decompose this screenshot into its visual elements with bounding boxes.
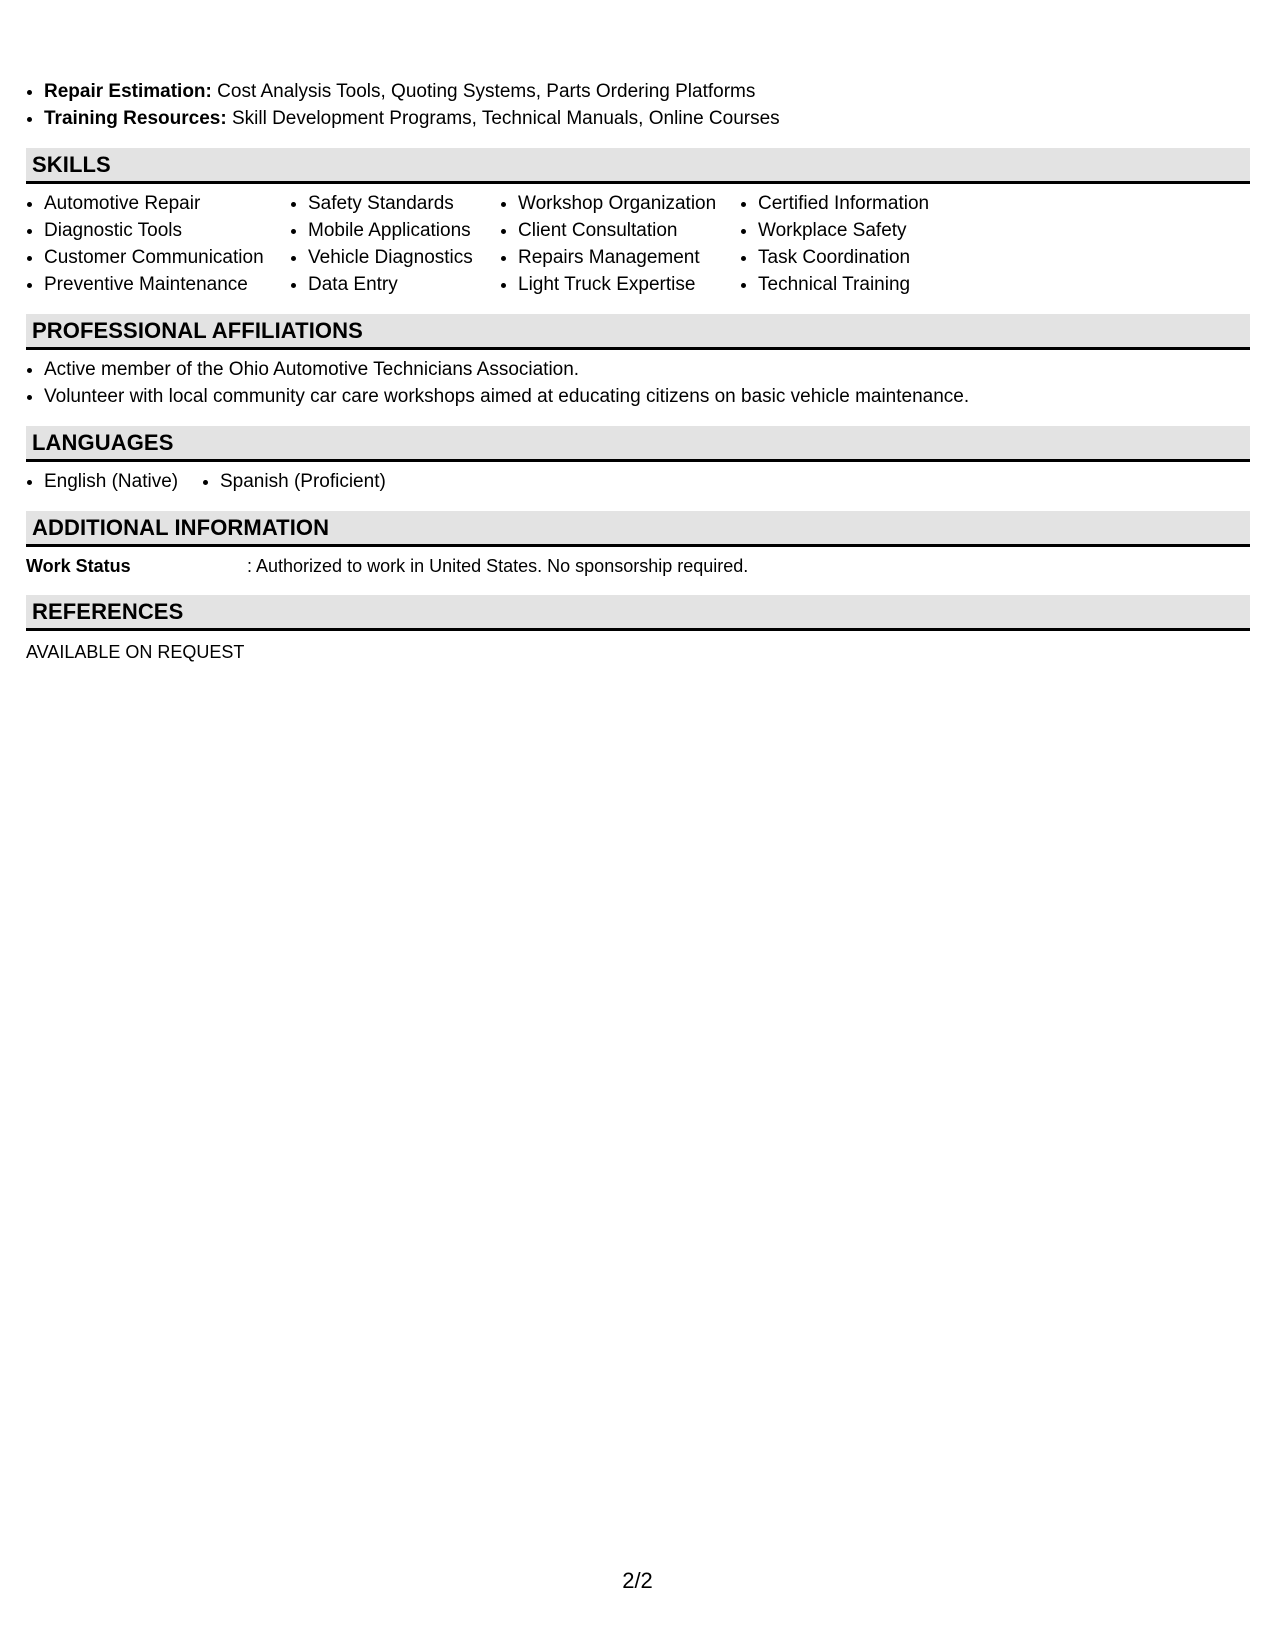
tools-item-label: Repair Estimation: — [44, 81, 212, 102]
language-column-2 — [202, 468, 386, 495]
skill-item: • Mobile Applications — [308, 217, 500, 244]
page-number: 2/2 — [622, 1568, 653, 1593]
tools-item-label: Training Resources: — [44, 108, 227, 129]
skill-item: • Technical Training — [758, 271, 978, 298]
skill-item: • Workshop Organization — [518, 190, 740, 217]
work-status-value: : Authorized to work in United States. No sponsorship required. — [247, 556, 749, 576]
skill-item: • Safety Standards — [308, 190, 500, 217]
language-column-1 — [26, 468, 202, 495]
skills-column-2 — [290, 190, 500, 298]
skill-item: • Client Consultation — [518, 217, 740, 244]
references-heading: REFERENCES — [32, 598, 184, 624]
affiliations-list — [26, 356, 1250, 410]
skill-item: • Certified Information — [758, 190, 978, 217]
affiliations-section-header — [26, 314, 1250, 350]
skill-item: • Repairs Management — [518, 244, 740, 271]
resume-page-2 — [26, 78, 1250, 665]
tools-list — [26, 78, 1250, 132]
skills-column-4 — [740, 190, 978, 298]
skills-heading: SKILLS — [32, 151, 111, 177]
skill-item: • Workplace Safety — [758, 217, 978, 244]
work-status-label: Work Status — [26, 556, 131, 576]
additional-section-header — [26, 511, 1250, 547]
skill-item: • Automotive Repair — [44, 190, 290, 217]
skill-item: • Vehicle Diagnostics — [308, 244, 500, 271]
tools-item-value: Cost Analysis Tools, Quoting Systems, Parts Ordering Platforms — [211, 81, 756, 102]
skill-item: • Customer Communication — [44, 244, 290, 271]
skills-section-header — [26, 148, 1250, 184]
skills-column-3 — [500, 190, 740, 298]
skills-column-1 — [26, 190, 290, 298]
affiliation-item: • Volunteer with local community car care workshops aimed at educating citizens on basic vehicle maintenance. — [44, 383, 1250, 410]
affiliation-item: • Active member of the Ohio Automotive Technicians Association. — [44, 356, 1250, 383]
skill-item: • Diagnostic Tools — [44, 217, 290, 244]
skills-grid — [26, 190, 1250, 298]
work-status-row — [26, 553, 1250, 579]
references-section-header — [26, 595, 1250, 631]
skill-item: • Task Coordination — [758, 244, 978, 271]
tools-item-training-resources — [44, 105, 1250, 132]
tools-item-value: Skill Development Programs, Technical Manuals, Online Courses — [226, 108, 780, 129]
language-item: • English (Native) — [44, 468, 202, 495]
skill-item: • Preventive Maintenance — [44, 271, 290, 298]
tools-item-repair-estimation — [44, 78, 1250, 105]
languages-list — [26, 468, 1250, 495]
languages-section-header — [26, 426, 1250, 462]
additional-heading: ADDITIONAL INFORMATION — [32, 514, 330, 540]
language-item: • Spanish (Proficient) — [220, 468, 386, 495]
languages-heading: LANGUAGES — [32, 429, 174, 455]
affiliations-heading: PROFESSIONAL AFFILIATIONS — [32, 317, 363, 343]
skill-item: • Light Truck Expertise — [518, 271, 740, 298]
skill-item: • Data Entry — [308, 271, 500, 298]
references-text: AVAILABLE ON REQUEST — [26, 642, 245, 662]
